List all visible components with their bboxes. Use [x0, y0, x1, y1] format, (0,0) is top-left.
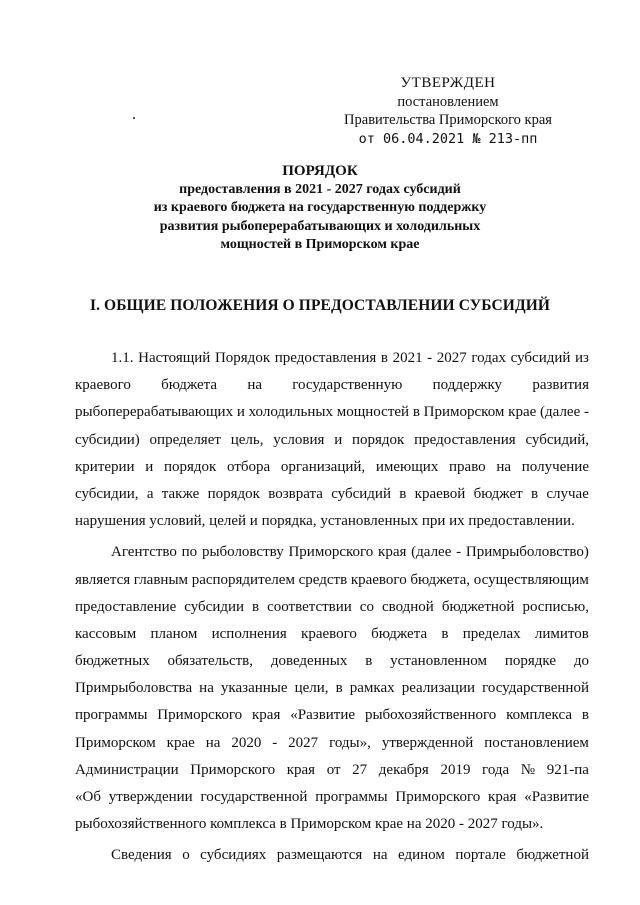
- paragraph-line: субсидии) определяет цель, условия и порядок предоставления субсидий,: [75, 431, 589, 448]
- approval-line-4: от 06.04.2021 № 213-пп: [358, 130, 538, 147]
- approval-line-2: постановлением: [397, 93, 499, 110]
- paragraph-line: рыбоперерабатывающих и холодильных мощностей в Приморском крае (далее -: [75, 404, 589, 421]
- approval-line-3: Правительства Приморского края: [344, 112, 552, 128]
- paragraph-line: Сведения о субсидиях размещаются на едином портале бюджетной: [111, 847, 589, 864]
- paragraph-line: предоставление субсидии в соответствии со сводной бюджетной росписью,: [75, 598, 589, 615]
- document-title: [0, 162, 640, 255]
- paragraph-line: программы Приморского края «Развитие рыбохозяйственного комплекса в: [75, 707, 589, 724]
- paragraph: [75, 842, 589, 869]
- paragraph-line: краевого бюджета на государственную поддержку развития: [75, 377, 589, 394]
- title-line-0: ПОРЯДОК: [282, 163, 358, 179]
- paragraph-line: Администрации Приморского края от 27 декабря 2019 года № 921-па: [75, 761, 589, 778]
- paragraph-line: Агентство по рыболовству Приморского края (далее - Примрыболовство): [111, 544, 589, 561]
- paragraph: [75, 539, 589, 838]
- title-line-3: развития рыбоперерабатывающих и холодильных: [159, 218, 481, 234]
- approval-stamp: [338, 74, 558, 148]
- paragraph-line: является главным распорядителем средств краевого бюджета, осуществляющим: [75, 571, 589, 588]
- approval-line-1: УТВЕРЖДЕН: [400, 75, 496, 91]
- paragraph-line: 1.1. Настоящий Порядок предоставления в 2021 - 2027 годах субсидий из: [111, 350, 589, 366]
- paragraph-line: Приморском крае на 2020 - 2027 годы», утвержденной постановлением: [75, 734, 589, 751]
- paragraph-line: кассовым планом исполнения краевого бюджета в пределах лимитов: [75, 625, 589, 642]
- paragraph-line: рыбохозяйственного комплекса в Приморском крае на 2020 - 2027 годы».: [75, 816, 544, 833]
- paragraph-line: нарушения условий, целей и порядка, установленных при их предоставлении.: [75, 513, 575, 530]
- paragraph-line: критерии и порядок отбора организаций, имеющих право на получение: [75, 458, 589, 475]
- title-line-1: предоставления в 2021 - 2027 годах субсидий: [179, 181, 461, 197]
- title-line-2: из краевого бюджета на государственную поддержку: [153, 200, 487, 215]
- section-heading: I. ОБЩИЕ ПОЛОЖЕНИЯ О ПРЕДОСТАВЛЕНИИ СУБСИДИЙ: [89, 297, 551, 314]
- paragraph: [75, 345, 589, 535]
- paragraph-line: субсидии, а также порядок возврата субсидий в краевой бюджет в случае: [75, 485, 589, 502]
- paragraph-line: бюджетных обязательств, доведенных в установленном порядке до: [75, 653, 589, 670]
- document-body: [75, 345, 589, 870]
- paragraph-line: Примрыболовства на указанные цели, в рамках реализации государственной: [75, 680, 589, 697]
- title-line-4: мощностей в Приморском крае: [220, 237, 420, 252]
- scan-speck: [133, 117, 135, 119]
- paragraph-line: «Об утверждении государственной программы Приморского края «Развитие: [75, 789, 589, 805]
